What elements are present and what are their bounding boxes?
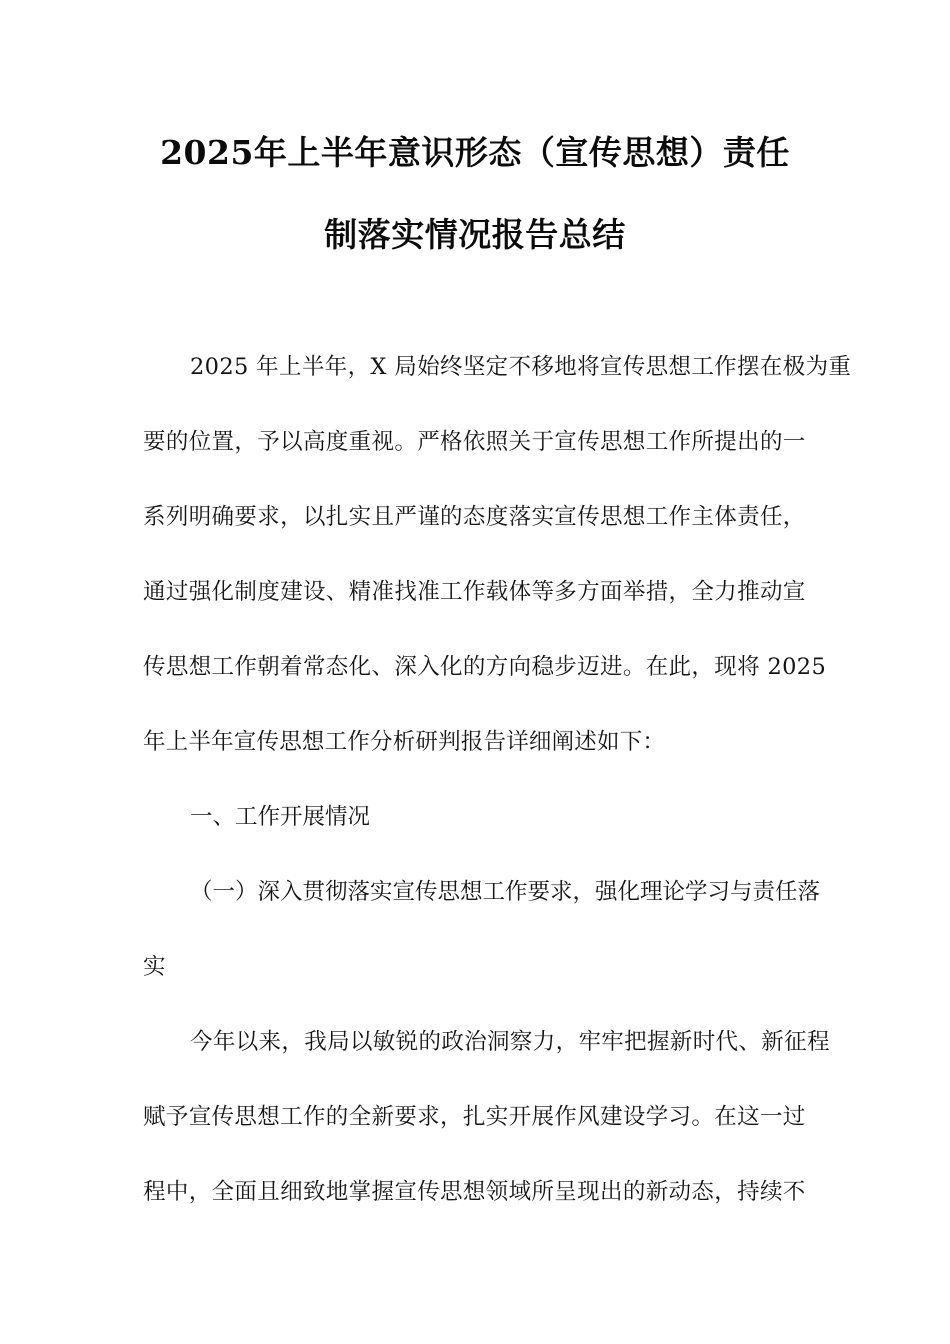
subsection-body-paragraph-line-3: 程中，全面且细致地掌握宣传思想领域所呈现出的新动态，持续不 bbox=[143, 1179, 806, 1205]
document-title bbox=[0, 112, 950, 276]
intro-paragraph-line-6: 年上半年宣传思想工作分析研判报告详细阐述如下： bbox=[143, 729, 666, 755]
document-title-line-1: 2025年上半年意识形态（宣传思想）责任 bbox=[160, 133, 790, 172]
subsection-body-paragraph bbox=[143, 1005, 830, 1230]
intro-paragraph-line-4: 通过强化制度建设、精准找准工作载体等多方面举措，全力推动宣 bbox=[143, 579, 806, 605]
section-heading-one-line-1: 一、工作开展情况 bbox=[190, 804, 371, 830]
intro-paragraph-line-2: 要的位置，予以高度重视。严格依照关于宣传思想工作所提出的一 bbox=[143, 429, 806, 455]
subsection-body-paragraph-line-1: 今年以来，我局以敏锐的政治洞察力，牢牢把握新时代、新征程 bbox=[190, 1029, 830, 1055]
intro-paragraph bbox=[143, 330, 852, 780]
subsection-heading-one-line-1: （一）深入贯彻落实宣传思想工作要求，强化理论学习与责任落 bbox=[190, 879, 821, 905]
intro-paragraph-line-1: 2025 年上半年，X 局始终坚定不移地将宣传思想工作摆在极为重 bbox=[190, 354, 852, 380]
subsection-body-paragraph-line-2: 赋予宣传思想工作的全新要求，扎实开展作风建设学习。在这一过 bbox=[143, 1104, 806, 1130]
subsection-heading-one-line-2: 实 bbox=[143, 954, 166, 980]
subsection-heading-one bbox=[143, 855, 821, 1005]
intro-paragraph-line-3: 系列明确要求，以扎实且严谨的态度落实宣传思想工作主体责任， bbox=[143, 504, 806, 530]
document-title-line-2: 制落实情况报告总结 bbox=[324, 215, 626, 254]
intro-paragraph-line-5: 传思想工作朝着常态化、深入化的方向稳步迈进。在此，现将 2025 bbox=[143, 654, 827, 680]
section-heading-one bbox=[143, 780, 808, 855]
document-body bbox=[143, 330, 852, 1230]
